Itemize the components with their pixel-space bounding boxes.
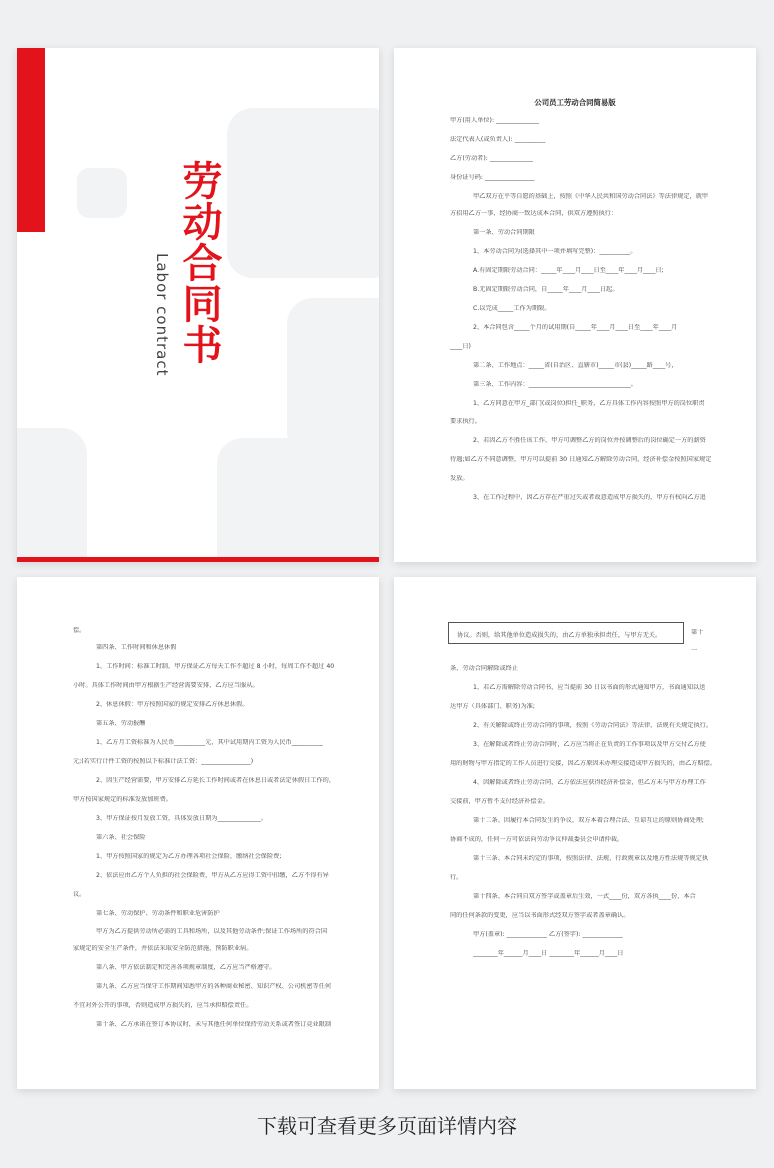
text-line: 第三条、工作内容：_________________________________。 [473, 381, 637, 388]
text-line: 偿。 [73, 627, 86, 634]
cover-decor-shape [287, 298, 379, 458]
text-line: 第十条、乙方承诺在签订本协议时，未与其他任何单位保持劳动关系或者签订竞业限制 [96, 1021, 332, 1028]
text-line: 议。 [73, 891, 86, 898]
text-line: 第一条、劳动合同期限 [473, 229, 535, 236]
text-line: 2、本合同包含_____个月的试用期(自_____年____月____日至____年____月 [473, 324, 678, 331]
text-line: 2、若因乙方不胜任该工作，甲方可调整乙方的岗位并按调整后的岗位确定一方的薪资 [473, 437, 706, 444]
text-line: 3、在解除或者终止劳动合同时，乙方应当将正在负责的工作事项以及甲方交付乙方使 [473, 741, 706, 748]
text-line: 甲方(用人单位): ______________ [450, 117, 540, 124]
text-line: 2、因生产经营需要，甲方安排乙方延长工作时间或者在休息日或者法定休假日工作的， [96, 777, 336, 784]
text-line: 要求执行。 [450, 418, 481, 425]
contract-page-1 [394, 48, 756, 562]
text-line: 4、因解除或者终止劳动合同，乙方依法应获得经济补偿金，但乙方未与甲方办理工作 [473, 779, 706, 786]
text-line: 第八条、甲方依法制定和完善各项规章制度，乙方应当严格遵守。 [96, 964, 276, 971]
text-line: 第十二条、因履行本合同发生的争议，双方本着合理合法、互谅互让的原则协商处理; [473, 817, 705, 824]
text-line: 第五条、劳动报酬 [96, 720, 146, 727]
text-line: 第十三条、本合同未约定的事项，按照法律、法规、行政规章以及地方性法规等规定执 [473, 855, 709, 862]
text-line: C.以完成_____工作为期限。 [473, 305, 551, 312]
cover-subtitle: Labor contract [153, 253, 171, 377]
text-line: 达甲方（具体部门、职务)为准; [450, 703, 535, 710]
text-line: 协商不成的，任何一方可依法向劳动争议仲裁委员会申请仲裁。 [450, 836, 624, 843]
text-line: 2、依法应由乙方个人负担的社会保险费，甲方从乙方应得工资中扣缴，乙方不得有异 [96, 872, 329, 879]
cover-decor-shape [217, 438, 379, 562]
cover-decor-shape [77, 168, 127, 218]
text-line: 家规定的安全生产条件，并依法采取安全防范措施，预防职业病。 [73, 945, 253, 952]
cover-title: 劳动合同书 [176, 160, 222, 365]
text-line: 乙方(劳动者): ______________ [450, 155, 534, 162]
text-line: 1、工作时间：标准工时制，甲方保证乙方每天工作不超过 8 小时，每周工作不超过 40 [96, 663, 335, 670]
cover-page [17, 48, 379, 562]
signature-line: 甲方(盖章): _____________ 乙方(签字): _____________ [473, 931, 623, 938]
cover-bottom-line [17, 557, 379, 562]
text-line: 2、休息休假：甲方按照国家的规定安排乙方休息休假。 [96, 701, 249, 708]
highlighted-text-box: 协议。否则，给其他单位造成损失的，由乙方单独承担责任，与甲方无关。 [448, 622, 684, 644]
text-line: 条、劳动合同解除或终止 [450, 665, 519, 672]
text-line: 第七条、劳动保护、劳动条件和职业危害防护 [96, 910, 220, 917]
cover-decor-shape [227, 108, 379, 278]
text-line: 第九条、乙方应当保守工作期间知悉甲方的各种商业秘密、知识产权、公司机密等任何 [96, 983, 332, 990]
text-line: 身份证号码: ________________ [450, 174, 535, 181]
text-line: B.无固定期限劳动合同，自_____年____月____日起。 [473, 286, 619, 293]
text-line: 法定代表人(或负责人): __________ [450, 136, 546, 143]
text-line: 1、本劳动合同为(选择其中一项并填写完整)：__________。 [473, 248, 637, 255]
text-line: 行。 [450, 874, 463, 881]
text-line: 第十四条、本合同自双方签字或盖章后生效，一式____份，双方各执____份，本合 [473, 893, 696, 900]
text-line: 小时。具体工作时间由甲方根据生产经营需要安排，乙方应当服从。 [73, 682, 259, 689]
text-line: 第六条、社会保险 [96, 834, 146, 841]
text-line: 甲乙双方在平等自愿的基础上，按照《中华人民共和国劳动合同法》等法律规定，就甲 [473, 193, 709, 200]
text-line: 一 [691, 647, 698, 654]
text-line: 不宜对外公开的事项，否则造成甲方损失的，应当承担赔偿责任。 [73, 1002, 253, 1009]
text-line: A.有固定期限劳动合同：_____年____月____日至____年____月____日; [473, 267, 664, 274]
text-line: 2、有关解除或终止劳动合同的事项，按照《劳动合同法》等法律、法规有关规定执行。 [473, 722, 713, 729]
cover-red-bar [17, 48, 45, 232]
text-line: 第十 [691, 629, 704, 636]
text-line: 待遇;如乙方不同意调整，甲方可以提前 30 日通知乙方解除劳动合同，经济补偿金按照国家规定 [450, 456, 712, 463]
date-line: ________年______月____日 ________年______月____日 [473, 950, 624, 957]
text-line: 用的财物与甲方指定的工作人员进行交接，因乙方原因未办理交接造成甲方损失的，由乙方赔偿。 [450, 760, 717, 767]
text-line: 元;(若实行计件工资的按照以下标准计法工资：________________) [73, 758, 254, 765]
text-line: 1、乙方同意在甲方_部门(或岗位)担任_职务，乙方具体工作内容按照甲方的岗位职责 [473, 400, 705, 407]
text-line: 发放。 [450, 475, 469, 482]
text-line: 同的任何条款的变更，应当以书面形式经双方签字或者盖章确认。 [450, 912, 630, 919]
text-line: 3、甲方保证按月发放工资，具体发放日期为______________。 [96, 815, 267, 822]
cover-decor-shape [17, 428, 87, 562]
document-title: 公司员工劳动合同简易版 [534, 98, 616, 107]
text-line: 1、乙方月工资标准为人民币__________元，其中试用期内工资为人民币__________ [96, 739, 323, 746]
text-line: ____日) [450, 343, 471, 350]
text-line: 甲方按国家规定的标准发放加班费。 [73, 796, 172, 803]
text-line: 1、甲方按照国家的规定为乙方办理各项社会保险，缴纳社会保险费; [96, 853, 282, 860]
footer-caption: 下载可查看更多页面详情内容 [257, 1114, 517, 1138]
text-line: 方招用乙方一事，经协商一致达成本合同，供双方遵照执行： [450, 210, 618, 217]
text-line: 3、在工作过程中，因乙方存在严重过失或者故意造成甲方损失的，甲方有权向乙方追 [473, 494, 706, 501]
text-line: 第二条、工作地点：_____省(自治区、直辖市)_____市(县)_____路____号， [473, 362, 678, 369]
contract-page-2 [17, 577, 379, 1089]
text-line: 交接前，甲方暂不支付经济补偿金。 [450, 798, 549, 805]
text-line: 甲方为乙方提供劳动所必需的工具和场所，以及其他劳动条件;保证工作场所的符合国 [96, 928, 328, 935]
text-line: 第四条、工作时间和休息休假 [96, 644, 177, 651]
text-line: 1、若乙方需解除劳动合同书，应当提前 30 日以书面的形式通知甲方，书面通知以送 [473, 684, 706, 691]
contract-page-3 [394, 577, 756, 1089]
